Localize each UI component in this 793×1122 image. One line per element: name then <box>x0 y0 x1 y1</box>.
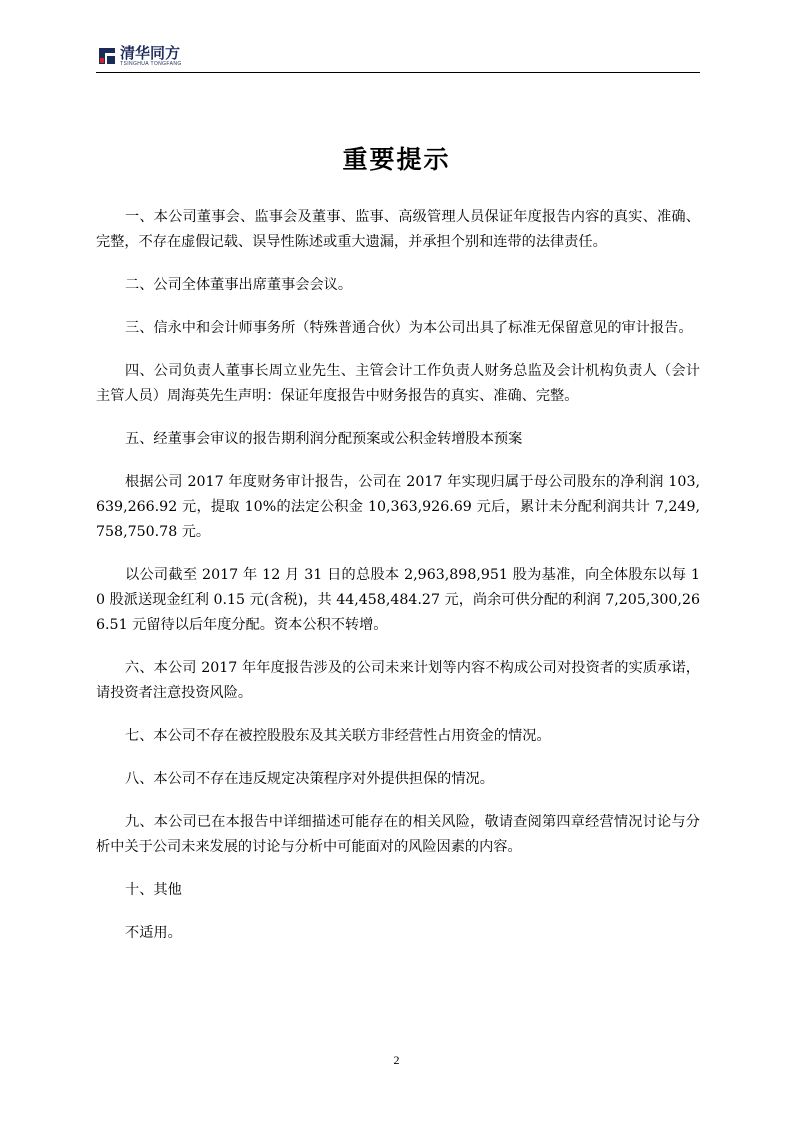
notice-paragraph-13: 不适用。 <box>125 925 182 941</box>
notice-body <box>96 205 700 964</box>
notice-paragraph-2: 二、公司全体董事出席董事会会议。 <box>125 277 353 293</box>
notice-paragraph-7: 以公司截至 2017 年 12 月 31 日的总股本 2,963,898,951 股为基准，向全体股东以每 10 股派送现金红利 0.15 元(含税)，共 44,458,484.27 元，尚余可供分配的利润 7,205,300,266.51 元留待以后年度分配。资本公积不转增。 <box>96 567 700 633</box>
header-divider <box>96 72 700 73</box>
page-title: 重要提示 <box>342 145 451 174</box>
notice-paragraph-3: 三、信永中和会计师事务所（特殊普通合伙）为本公司出具了标准无保留意见的审计报告。 <box>125 320 693 336</box>
page-header <box>96 40 700 74</box>
notice-paragraph-11: 九、本公司已在本报告中详细描述可能存在的相关风险，敬请查阅第四章经营情况讨论与分析中关于公司未来发展的讨论与分析中可能面对的风险因素的内容。 <box>96 814 700 855</box>
company-logo <box>96 45 182 71</box>
notice-paragraph-1: 一、本公司董事会、监事会及董事、监事、高级管理人员保证年度报告内容的真实、准确、完整，不存在虚假记载、误导性陈述或重大遗漏，并承担个别和连带的法律责任。 <box>96 209 700 250</box>
logo-english-text: TSINGHUA TONGFANG <box>120 61 182 67</box>
notice-paragraph-4: 四、公司负责人董事长周立业先生、主管会计工作负责人财务总监及会计机构负责人（会计主管人员）周海英先生声明：保证年度报告中财务报告的真实、准确、完整。 <box>96 363 700 404</box>
notice-paragraph-10: 八、本公司不存在违反规定决策程序对外提供担保的情况。 <box>125 771 494 787</box>
tongfang-logo-icon <box>96 45 118 67</box>
notice-paragraph-9: 七、本公司不存在被控股股东及其关联方非经营性占用资金的情况。 <box>125 728 551 744</box>
page-number: 2 <box>393 1053 400 1067</box>
notice-paragraph-8: 六、本公司 2017 年年度报告涉及的公司未来计划等内容不构成公司对投资者的实质承诺，请投资者注意投资风险。 <box>96 660 700 701</box>
logo-chinese-text: 清华同方 <box>120 44 181 62</box>
notice-paragraph-5: 五、经董事会审议的报告期利润分配预案或公积金转增股本预案 <box>125 431 523 447</box>
notice-paragraph-6: 根据公司 2017 年度财务审计报告，公司在 2017 年实现归属于母公司股东的净利润 103,639,266.92 元，提取 10%的法定公积金 10,363,926.69 元后，累计未分配利润共计 7,249,758,750.78 元。 <box>96 474 700 540</box>
notice-paragraph-12: 十、其他 <box>125 882 182 898</box>
